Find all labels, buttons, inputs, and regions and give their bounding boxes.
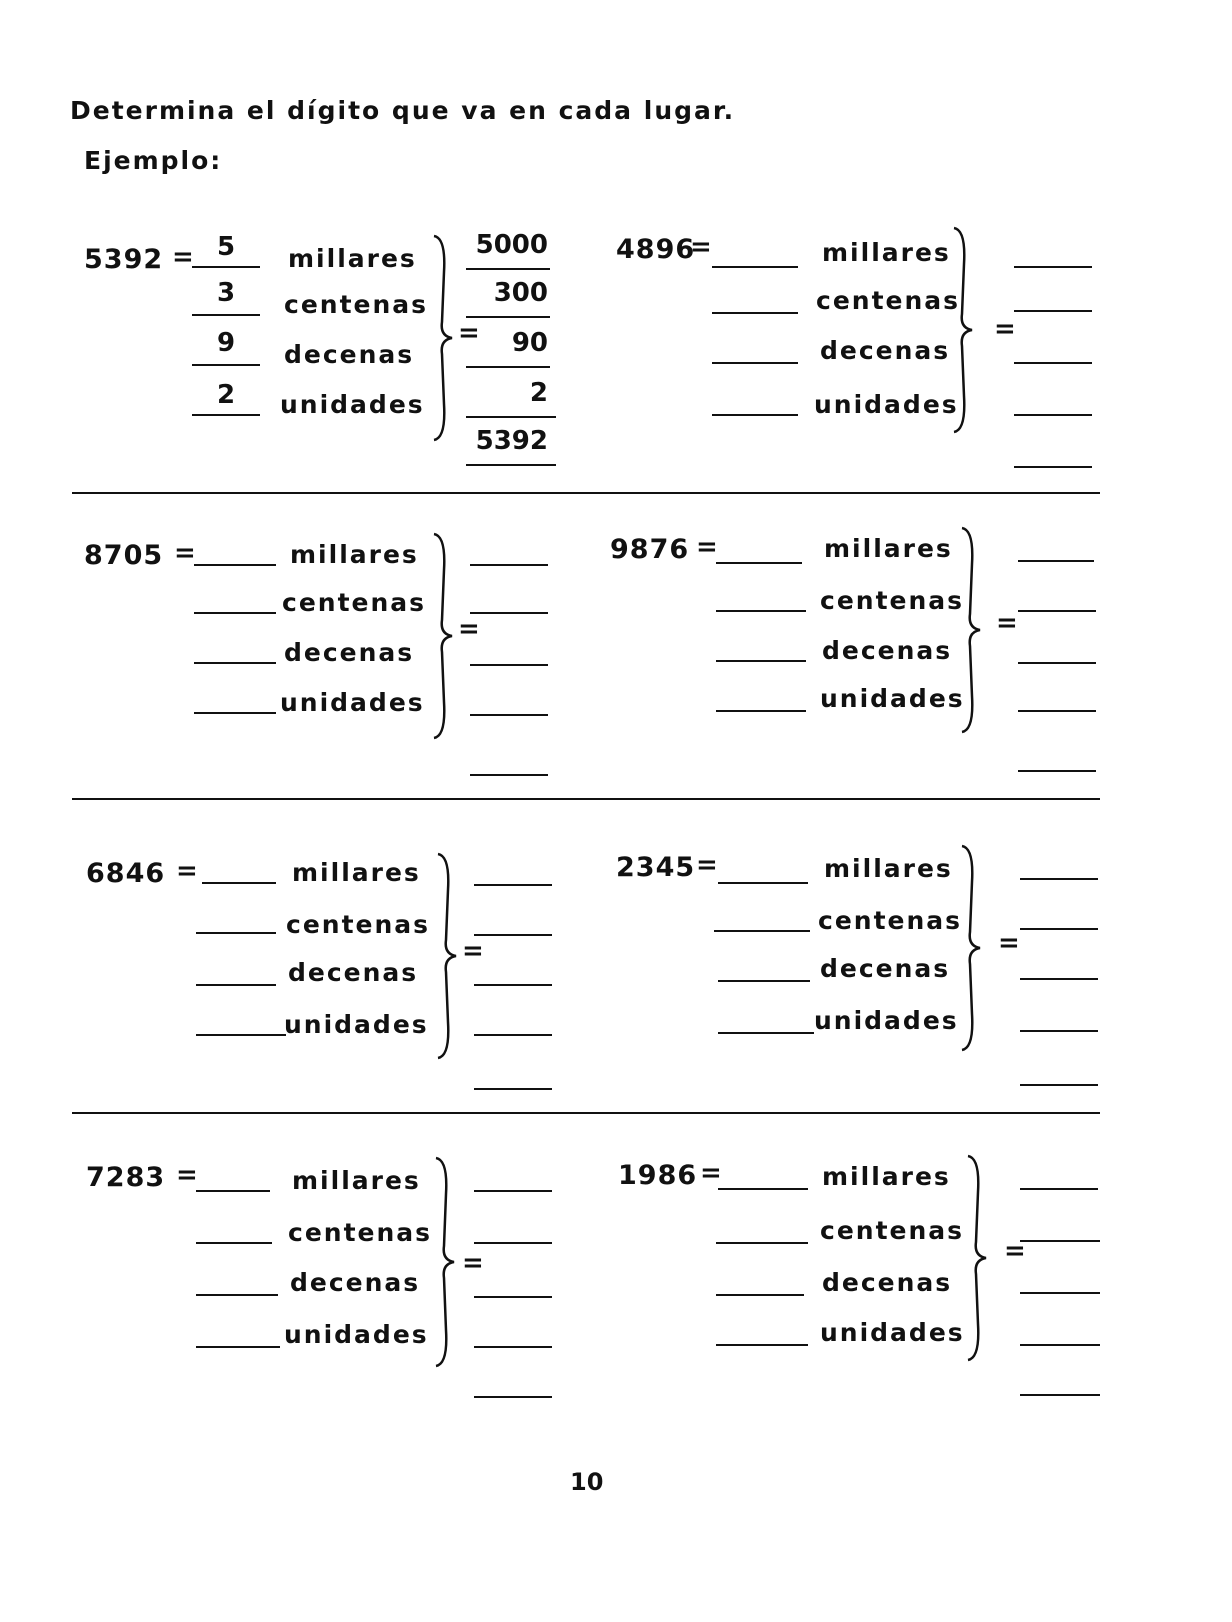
example-digit-hundreds: 3 — [216, 278, 236, 308]
equals-sign: = — [458, 614, 480, 644]
digit-blank[interactable] — [194, 564, 276, 566]
label-centenas: centenas — [284, 290, 429, 319]
equals-sign: = — [176, 856, 198, 886]
exercise-number: 1986 — [618, 1160, 698, 1191]
digit-blank[interactable] — [196, 1190, 270, 1192]
value-blank[interactable] — [1014, 414, 1092, 416]
label-centenas: centenas — [288, 1218, 433, 1247]
example-digit-units: 2 — [216, 380, 236, 410]
digit-blank[interactable] — [718, 1188, 808, 1190]
example-value-thousands: 5000 — [475, 230, 548, 260]
value-blank[interactable] — [474, 934, 552, 936]
label-millares: millares — [824, 854, 953, 883]
example-total: 5392 — [475, 426, 548, 456]
equals-sign: = — [690, 232, 712, 262]
digit-blank[interactable] — [196, 1346, 280, 1348]
row-divider — [72, 1112, 1100, 1114]
digit-blank[interactable] — [712, 362, 798, 364]
exercise-number: 8705 — [84, 540, 164, 571]
label-unidades: unidades — [814, 1006, 959, 1035]
value-blank[interactable] — [1014, 362, 1092, 364]
value-blank[interactable] — [474, 1346, 552, 1348]
value-blank[interactable] — [1018, 662, 1096, 664]
digit-blank[interactable] — [196, 932, 276, 934]
total-blank[interactable] — [474, 1088, 552, 1090]
value-blank[interactable] — [1020, 928, 1098, 930]
equals-sign: = — [696, 850, 718, 880]
value-blank[interactable] — [470, 612, 548, 614]
example-digit-tens: 9 — [216, 328, 236, 358]
label-centenas: centenas — [818, 906, 963, 935]
value-blank[interactable] — [1018, 610, 1096, 612]
label-decenas: decenas — [284, 340, 415, 369]
label-decenas: decenas — [284, 638, 415, 667]
value-blank — [466, 316, 550, 318]
digit-blank[interactable] — [196, 1242, 272, 1244]
label-decenas: decenas — [820, 336, 951, 365]
label-unidades: unidades — [280, 390, 425, 419]
label-unidades: unidades — [820, 684, 965, 713]
digit-blank[interactable] — [716, 1344, 808, 1346]
example-value-tens: 90 — [511, 328, 548, 358]
digit-blank — [192, 364, 260, 366]
equals-sign: = — [462, 936, 484, 966]
value-blank[interactable] — [1014, 310, 1092, 312]
equals-sign: = — [696, 532, 718, 562]
label-millares: millares — [292, 858, 421, 887]
label-centenas: centenas — [282, 588, 427, 617]
digit-blank — [192, 414, 260, 416]
value-blank — [466, 416, 556, 418]
value-blank[interactable] — [1020, 878, 1098, 880]
value-blank[interactable] — [1020, 978, 1098, 980]
equals-sign: = — [700, 1158, 722, 1188]
label-millares: millares — [288, 244, 417, 273]
label-centenas: centenas — [820, 586, 965, 615]
label-millares: millares — [290, 540, 419, 569]
digit-blank[interactable] — [716, 1242, 808, 1244]
digit-blank[interactable] — [196, 1034, 286, 1036]
value-blank[interactable] — [1020, 1188, 1098, 1190]
value-blank[interactable] — [1020, 1030, 1098, 1032]
total-blank[interactable] — [474, 1396, 552, 1398]
exercise-number: 6846 — [86, 858, 166, 889]
value-blank[interactable] — [1014, 266, 1092, 268]
value-blank[interactable] — [470, 564, 548, 566]
digit-blank[interactable] — [716, 660, 806, 662]
label-unidades: unidades — [284, 1320, 429, 1349]
label-centenas: centenas — [820, 1216, 965, 1245]
digit-blank[interactable] — [196, 984, 276, 986]
label-unidades: unidades — [820, 1318, 965, 1347]
label-unidades: unidades — [814, 390, 959, 419]
label-centenas: centenas — [816, 286, 961, 315]
brace-icon — [950, 224, 1000, 434]
value-blank[interactable] — [474, 1034, 552, 1036]
example-label: Ejemplo: — [84, 146, 223, 175]
digit-blank[interactable] — [712, 266, 798, 268]
digit-blank[interactable] — [712, 414, 798, 416]
value-blank — [466, 366, 550, 368]
digit-blank[interactable] — [718, 980, 810, 982]
exercise-number: 4896 — [616, 234, 696, 265]
digit-blank[interactable] — [714, 930, 810, 932]
value-blank[interactable] — [474, 1296, 552, 1298]
label-decenas: decenas — [288, 958, 419, 987]
digit-blank — [192, 266, 260, 268]
value-blank[interactable] — [1018, 710, 1096, 712]
equals-sign: = — [994, 314, 1016, 344]
equals-sign: = — [176, 1160, 198, 1190]
digit-blank[interactable] — [194, 662, 276, 664]
label-millares: millares — [822, 238, 951, 267]
value-blank[interactable] — [474, 984, 552, 986]
equals-sign: = — [462, 1248, 484, 1278]
label-millares: millares — [822, 1162, 951, 1191]
value-blank[interactable] — [1020, 1344, 1100, 1346]
example-number: 5392 — [84, 244, 164, 275]
exercise-number: 9876 — [610, 534, 690, 565]
digit-blank[interactable] — [716, 562, 802, 564]
total-blank[interactable] — [1014, 466, 1092, 468]
label-millares: millares — [292, 1166, 421, 1195]
total-blank[interactable] — [1020, 1394, 1100, 1396]
digit-blank[interactable] — [202, 882, 276, 884]
equals-sign: = — [172, 242, 194, 272]
row-divider — [72, 798, 1100, 800]
value-blank[interactable] — [474, 884, 552, 886]
value-blank[interactable] — [1020, 1292, 1100, 1294]
label-decenas: decenas — [820, 954, 951, 983]
total-blank[interactable] — [1018, 770, 1096, 772]
label-unidades: unidades — [284, 1010, 429, 1039]
exercise-number: 2345 — [616, 852, 696, 883]
value-blank[interactable] — [470, 664, 548, 666]
exercise-number: 7283 — [86, 1162, 166, 1193]
label-decenas: decenas — [822, 636, 953, 665]
digit-blank[interactable] — [196, 1294, 278, 1296]
digit-blank[interactable] — [716, 610, 806, 612]
equals-sign: = — [998, 928, 1020, 958]
total-blank — [466, 464, 556, 466]
example-value-units: 2 — [529, 378, 548, 408]
label-decenas: decenas — [290, 1268, 421, 1297]
equals-sign: = — [458, 318, 480, 348]
digit-blank[interactable] — [716, 710, 806, 712]
equals-sign: = — [1004, 1236, 1026, 1266]
label-millares: millares — [824, 534, 953, 563]
equals-sign: = — [996, 608, 1018, 638]
value-blank[interactable] — [1018, 560, 1094, 562]
digit-blank[interactable] — [712, 312, 798, 314]
value-blank[interactable] — [474, 1190, 552, 1192]
label-unidades: unidades — [280, 688, 425, 717]
digit-blank[interactable] — [716, 1294, 804, 1296]
equals-sign: = — [174, 538, 196, 568]
example-value-hundreds: 300 — [493, 278, 548, 308]
digit-blank[interactable] — [194, 712, 276, 714]
value-blank[interactable] — [470, 714, 548, 716]
digit-blank[interactable] — [718, 882, 808, 884]
value-blank[interactable] — [1020, 1240, 1100, 1242]
instruction-text: Determina el dígito que va en cada lugar. — [70, 96, 736, 125]
digit-blank[interactable] — [194, 612, 276, 614]
total-blank[interactable] — [470, 774, 548, 776]
row-divider — [72, 492, 1100, 494]
page-number: 10 — [570, 1468, 604, 1496]
label-decenas: decenas — [822, 1268, 953, 1297]
example-digit-thousands: 5 — [216, 232, 236, 262]
digit-blank — [192, 314, 260, 316]
label-centenas: centenas — [286, 910, 431, 939]
total-blank[interactable] — [1020, 1084, 1098, 1086]
value-blank[interactable] — [474, 1242, 552, 1244]
value-blank — [466, 268, 550, 270]
digit-blank[interactable] — [718, 1032, 814, 1034]
